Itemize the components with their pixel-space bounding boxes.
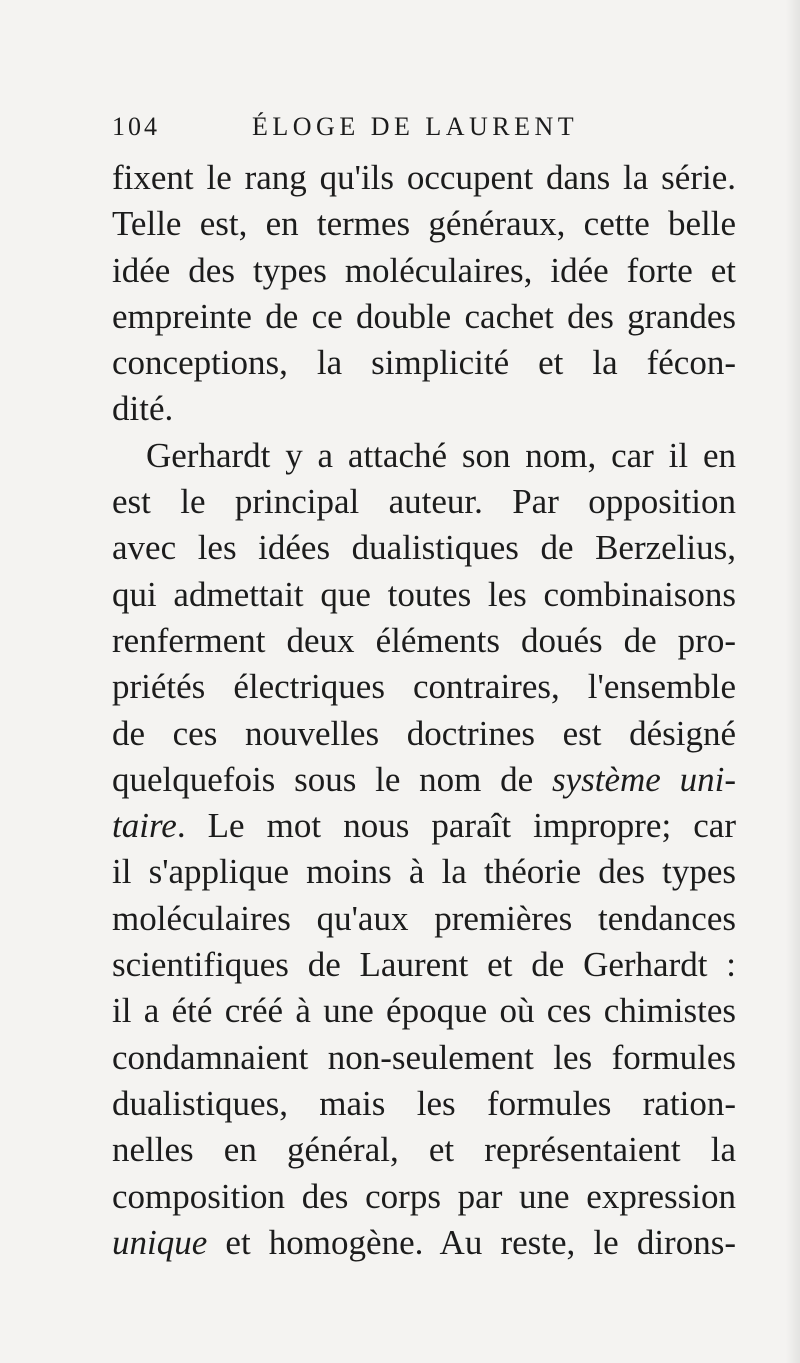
text-line: qui admettait que toutes les combinaisons <box>112 574 736 614</box>
paragraph-start-line: Gerhardt y a attaché son nom, car il en <box>146 435 736 475</box>
text-line <box>112 757 736 803</box>
text-line: conceptions, la simplicité et la fécon- <box>112 343 736 383</box>
text-line: idée des types moléculaires, idée forte et <box>112 250 736 290</box>
text-line: Telle est, en termes généraux, cette belle <box>112 204 736 244</box>
text-line: de ces nouvelles doctrines est désigné <box>112 713 736 753</box>
text-line: dité. <box>112 389 174 429</box>
running-head-title: ÉLOGE DE LAURENT <box>252 112 579 141</box>
page-number: 104 <box>112 112 160 141</box>
running-head <box>112 112 732 152</box>
text-line: il a été créé à une époque où ces chimistes <box>112 991 736 1031</box>
text-line: condamnaient non-seulement les formules <box>112 1037 736 1077</box>
text-line: empreinte de ce double cachet des grandes <box>112 296 736 336</box>
text-line: moléculaires qu'aux premières tendances <box>112 898 736 938</box>
text-line: renferment deux éléments doués de pro- <box>112 620 736 660</box>
page-edge <box>786 0 800 1363</box>
text-segment: quelquefois sous le nom de <box>112 759 552 799</box>
text-line: priétés électriques contraires, l'ensemble <box>112 667 736 707</box>
text-line: fixent le rang qu'ils occupent dans la série. <box>112 158 736 197</box>
text-line: composition des corps par une expression <box>112 1176 736 1216</box>
text-line: nelles en général, et représentaient la <box>112 1130 736 1170</box>
italic-term: taire <box>112 806 177 846</box>
text-line: avec les idées dualistiques de Berzelius, <box>112 528 736 568</box>
text-line: scientifiques de Laurent et de Gerhardt : <box>112 945 736 985</box>
text-line: il s'applique moins à la théorie des types <box>112 852 736 892</box>
text-line: est le principal auteur. Par opposition <box>112 482 736 522</box>
text-segment: et homogène. Au reste, le dirons- <box>207 1222 736 1262</box>
italic-term: système uni- <box>551 759 736 799</box>
text-line <box>112 803 736 849</box>
italic-term: unique <box>112 1222 208 1262</box>
body-text <box>112 155 736 1266</box>
text-segment: . Le mot nous paraît impropre; car <box>176 806 736 846</box>
text-line <box>112 1220 736 1266</box>
text-line: dualistiques, mais les formules ration- <box>112 1083 736 1123</box>
